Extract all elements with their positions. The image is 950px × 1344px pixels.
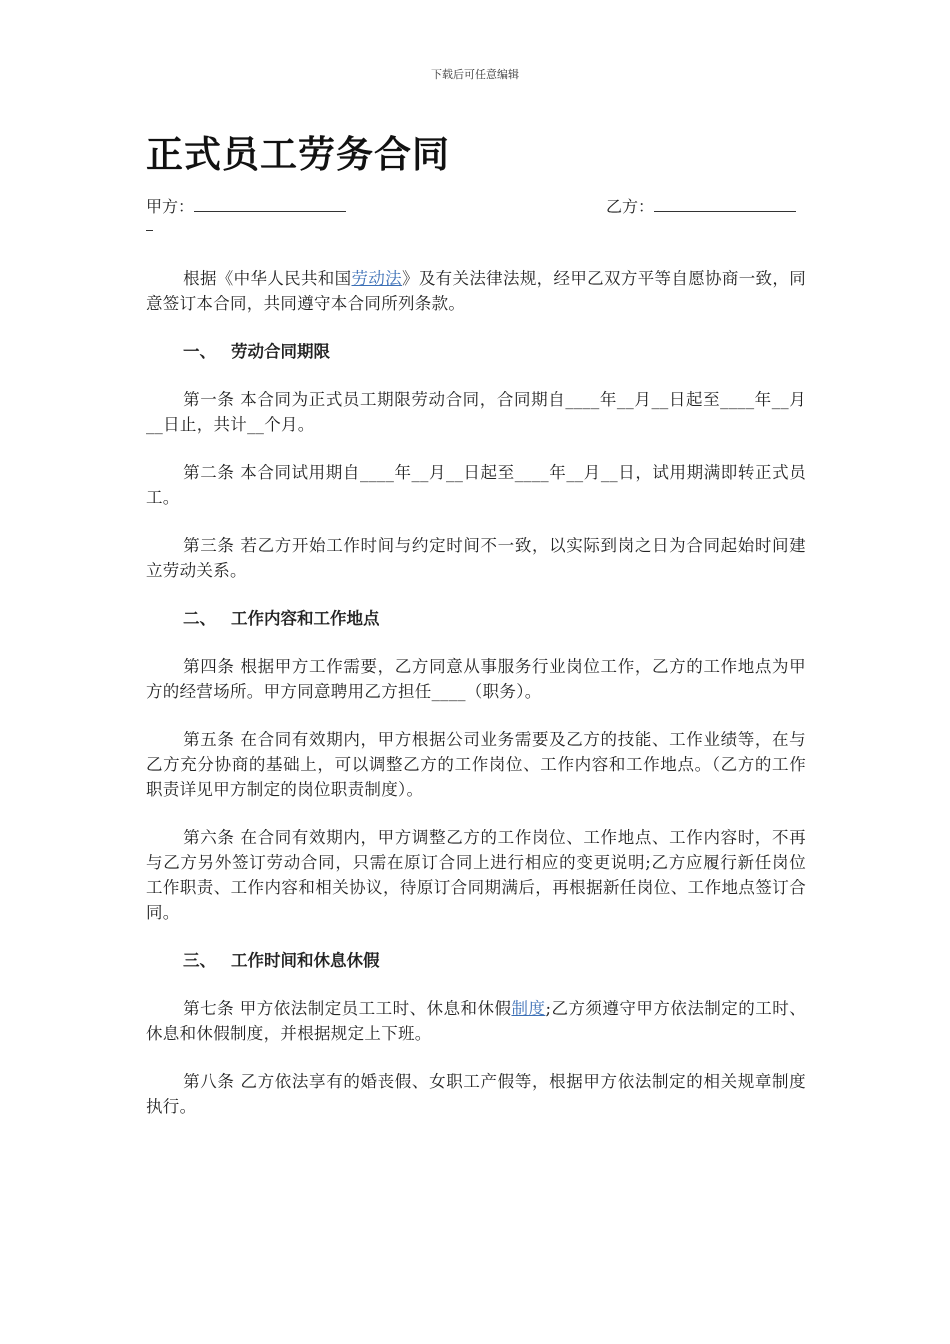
article-2: 第二条 本合同试用期自____年__月__日起至____年__月__日，试用期满即转正式员工。 [146,463,806,507]
article-1: 第一条 本合同为正式员工期限劳动合同，合同期自____年__月__日起至____年__月__日止，共计__个月。 [146,390,806,434]
article-3: 第三条 若乙方开始工作时间与约定时间不一致，以实际到岗之日为合同起始时间建立劳动关系。 [146,536,806,580]
article-8: 第八条 乙方依法享有的婚丧假、女职工产假等，根据甲方依法制定的相关规章制度执行。 [146,1072,806,1116]
party-a-blank [194,197,346,212]
section-title: 工作时间和休息休假 [231,951,380,970]
section-heading-1 [146,339,806,364]
article-7 [146,996,806,1046]
labor-law-link[interactable]: 劳动法 [351,269,402,288]
party-a-line [146,194,346,217]
section-number: 一、 [183,342,216,361]
document-title: 正式员工劳务合同 [146,133,450,176]
section-title: 工作内容和工作地点 [231,609,380,628]
contract-body [146,266,806,1142]
system-link[interactable]: 制度 [511,999,546,1018]
intro-paragraph [146,266,806,316]
section-heading-2 [146,606,806,631]
article-4: 第四条 根据甲方工作需要，乙方同意从事服务行业岗位工作，乙方的工作地点为甲方的经营场所。甲方同意聘用乙方担任____（职务）。 [146,657,806,701]
party-a-label: 甲方： [146,197,195,216]
article-5: 第五条 在合同有效期内，甲方根据公司业务需要及乙方的技能、工作业绩等，在与乙方充分协商的基础上，可以调整乙方的工作岗位、工作内容和工作地点。（乙方的工作职责详见甲方制定的岗位职责制度）。 [146,730,806,799]
party-b-blank [654,197,796,212]
intro-text-after: 》及有关法律法规，经甲乙双方平等自愿协商一致，同意签订本合同，共同遵守本合同所列条款。 [146,269,807,313]
intro-text-before: 根据《中华人民共和国 [183,269,352,288]
party-b-label: 乙方： [606,197,655,216]
article-7-text-after: ;乙方须遵守甲方依法制定的工时、休息和休假制度，并根据规定上下班。 [146,999,806,1043]
article-7-text-before: 第七条 甲方依法制定员工工时、休息和休假 [183,999,512,1018]
party-b-line [606,194,796,217]
article-6: 第六条 在合同有效期内，甲方调整乙方的工作岗位、工作地点、工作内容时，不再与乙方另外签订劳动合同，只需在原订合同上进行相应的变更说明;乙方应履行新任岗位工作职责、工作内容和相关协议，待原订合同期满后，再根据新任岗位、工作地点签订合同。 [146,828,806,922]
section-number: 二、 [183,609,216,628]
header-note: 下载后可任意编辑 [431,68,519,81]
blank-continuation [146,230,153,231]
section-title: 劳动合同期限 [231,342,330,361]
section-heading-3 [146,948,806,973]
section-number: 三、 [183,951,216,970]
